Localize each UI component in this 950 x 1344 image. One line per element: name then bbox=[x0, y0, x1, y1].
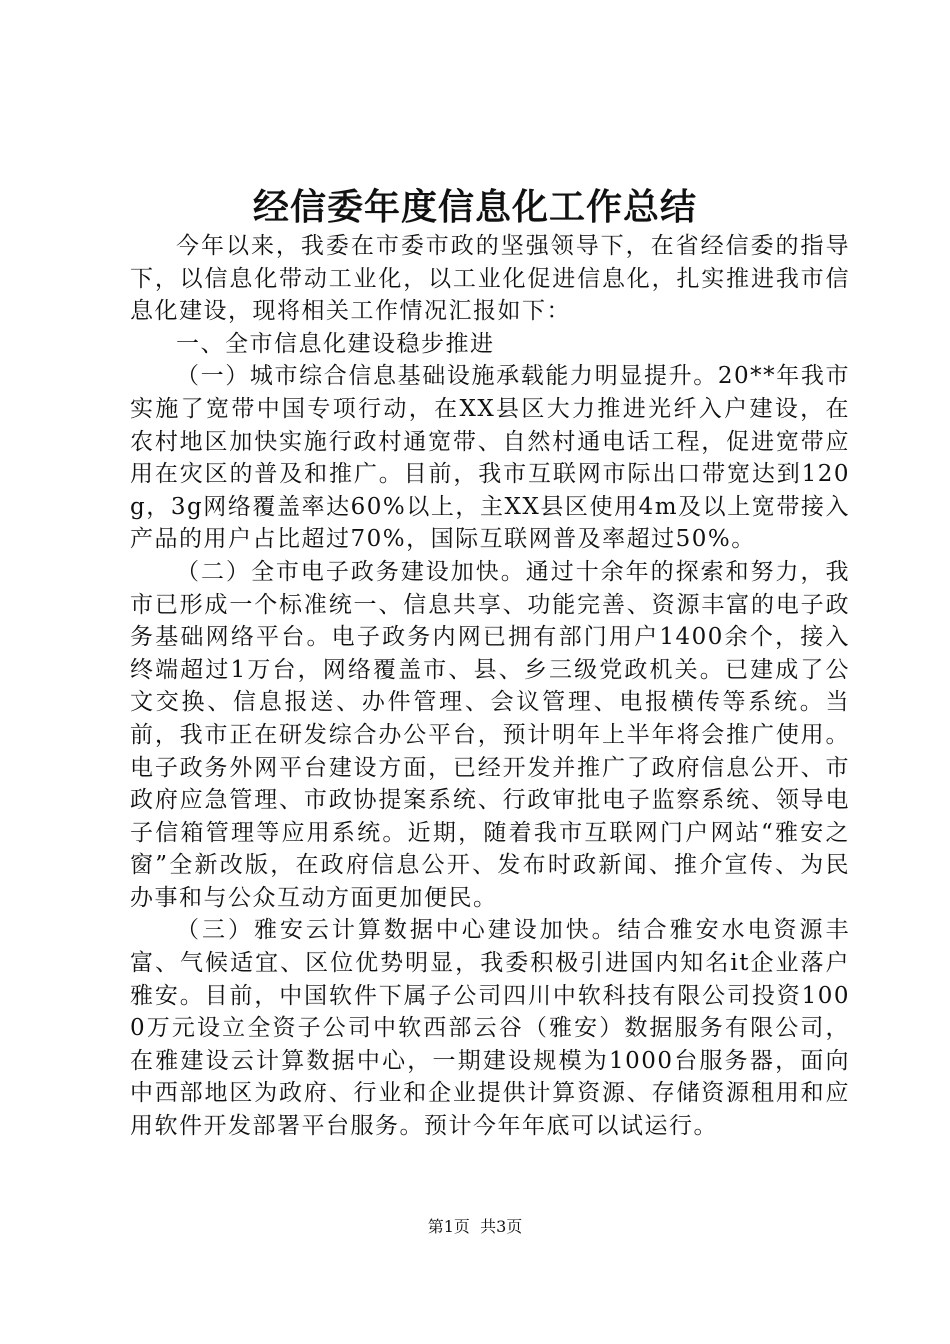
paragraph-e-government: （二）全市电子政务建设加快。通过十余年的探索和努力，我市已形成一个标准统一、信息共享、功能完善、资源丰富的电子政务基础网络平台。电子政务内网已拥有部门用户1400余个，接入终端超过1万台，网络覆盖市、县、乡三级党政机关。已建成了公文交换、信息报送、办件管理、会议管理、电报横传等系统。当前，我市正在研发综合办公平台，预计明年上半年将会推广使用。电子政务外网平台建设方面，已经开发并推广了政府信息公开、市政府应急管理、市政协提案系统、行政审批电子监察系统、领导电子信箱管理等应用系统。近期，随着我市互联网门户网站“雅安之窗”全新改版，在政府信息公开、发布时政新闻、推介宣传、为民办事和与公众互动方面更加便民。 bbox=[130, 558, 850, 911]
document-title: 经信委年度信息化工作总结 bbox=[252, 187, 697, 228]
page-footer bbox=[0, 1216, 950, 1238]
document-body bbox=[130, 230, 850, 1143]
section-heading: 一、全市信息化建设稳步推进 bbox=[176, 330, 495, 357]
paragraph-cloud-data-center: （三）雅安云计算数据中心建设加快。结合雅安水电资源丰富、气候适宜、区位优势明显，我委积极引进国内知名it企业落户雅安。目前，中国软件下属子公司四川中软科技有限公司投资1000万元设立全资子公司中软西部云谷（雅安）数据服务有限公司，在雅建设云计算数据中心，一期建设规模为1000台服务器，面向中西部地区为政府、行业和企业提供计算资源、存储资源租用和应用软件开发部署平台服务。预计今年年底可以试运行。 bbox=[130, 917, 850, 1140]
paragraph-infrastructure: （一）城市综合信息基础设施承载能力明显提升。20**年我市实施了宽带中国专项行动，在XX县区大力推进光纤入户建设，在农村地区加快实施行政村通宽带、自然村通电话工程，促进宽带应用在灾区的普及和推广。目前，我市互联网市际出口带宽达到120g，3g网络覆盖率达60%以上，主XX县区使用4m及以上宽带接入产品的用户占比超过70%，国际互联网普及率超过50%。 bbox=[130, 363, 850, 553]
page-indicator: 第1页 共3页 bbox=[427, 1217, 523, 1236]
intro-paragraph: 今年以来，我委在市委市政的坚强领导下，在省经信委的指导下，以信息化带动工业化，以工业化促进信息化，扎实推进我市信息化建设，现将相关工作情况汇报如下： bbox=[130, 233, 850, 325]
